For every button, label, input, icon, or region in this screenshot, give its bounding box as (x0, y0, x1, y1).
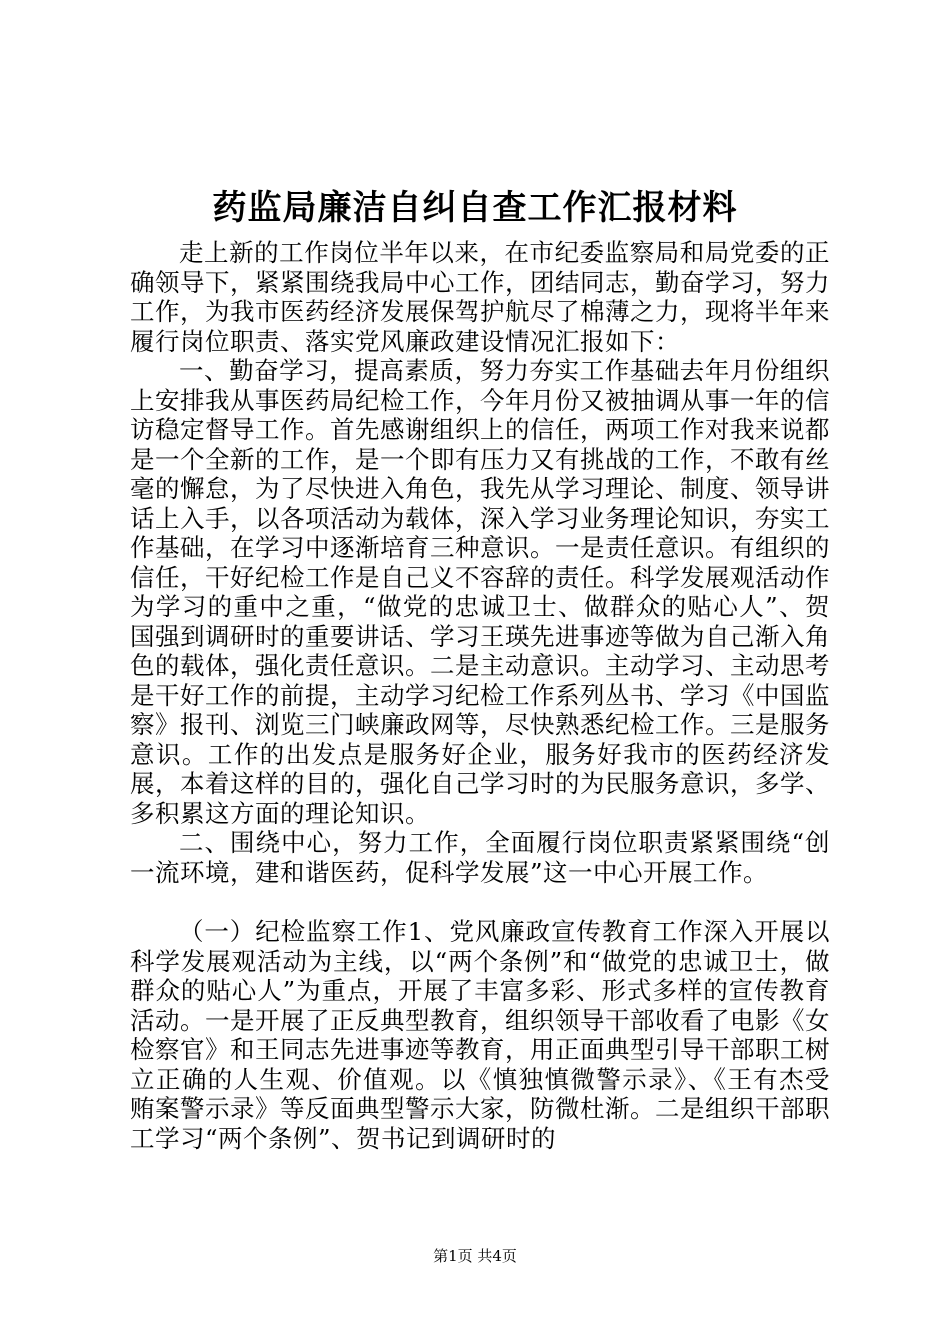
page-footer: 第1页 共4页 (433, 1247, 517, 1265)
document-title: 药监局廉洁自纠自查工作汇报材料 (212, 188, 738, 228)
document-body (130, 238, 830, 1153)
paragraph-subsection-1: （一）纪检监察工作1、党风廉政宣传教育工作深入开展以科学发展观活动为主线，以“两个条例”和“做党的忠诚卫士，做群众的贴心人”为重点，开展了丰富多彩、形式多样的宣传教育活动。一是开展了正反典型教育，组织领导干部收看了电影《女检察官》和王同志先进事迹等教育，用正面典型引导干部职工树立正确的人生观、价值观。以《慎独慎微警示录》、《王有杰受贿案警示录》等反面典型警示大家，防微杜渐。二是组织干部职工学习“两个条例”、贺书记到调研时的 (130, 917, 830, 1153)
paragraph-spacer (130, 887, 830, 917)
paragraph-intro: 走上新的工作岗位半年以来，在市纪委监察局和局党委的正确领导下，紧紧围绕我局中心工作，团结同志，勤奋学习，努力工作，为我市医药经济发展保驾护航尽了棉薄之力，现将半年来履行岗位职责、落实党风廉政建设情况汇报如下： (130, 238, 830, 356)
paragraph-section-2: 二、围绕中心，努力工作，全面履行岗位职责紧紧围绕“创一流环境，建和谐医药，促科学发展”这一中心开展工作。 (130, 828, 830, 887)
paragraph-section-1: 一、勤奋学习，提高素质，努力夯实工作基础去年月份组织上安排我从事医药局纪检工作，今年月份又被抽调从事一年的信访稳定督导工作。首先感谢组织上的信任，两项工作对我来说都是一个全新的工作，是一个即有压力又有挑战的工作，不敢有丝毫的懈怠，为了尽快进入角色，我先从学习理论、制度、领导讲话上入手，以各项活动为载体，深入学习业务理论知识，夯实工作基础，在学习中逐渐培育三种意识。一是责任意识。有组织的信任，干好纪检工作是自己义不容辞的责任。科学发展观活动作为学习的重中之重，“做党的忠诚卫士、做群众的贴心人”、贺国强到调研时的重要讲话、学习王瑛先进事迹等做为自己渐入角色的载体，强化责任意识。二是主动意识。主动学习、主动思考是干好工作的前提，主动学习纪检工作系列丛书、学习《中国监察》报刊、浏览三门峡廉政网等，尽快熟悉纪检工作。三是服务意识。工作的出发点是服务好企业，服务好我市的医药经济发展，本着这样的目的，强化自己学习时的为民服务意识，多学、多积累这方面的理论知识。 (130, 356, 830, 828)
